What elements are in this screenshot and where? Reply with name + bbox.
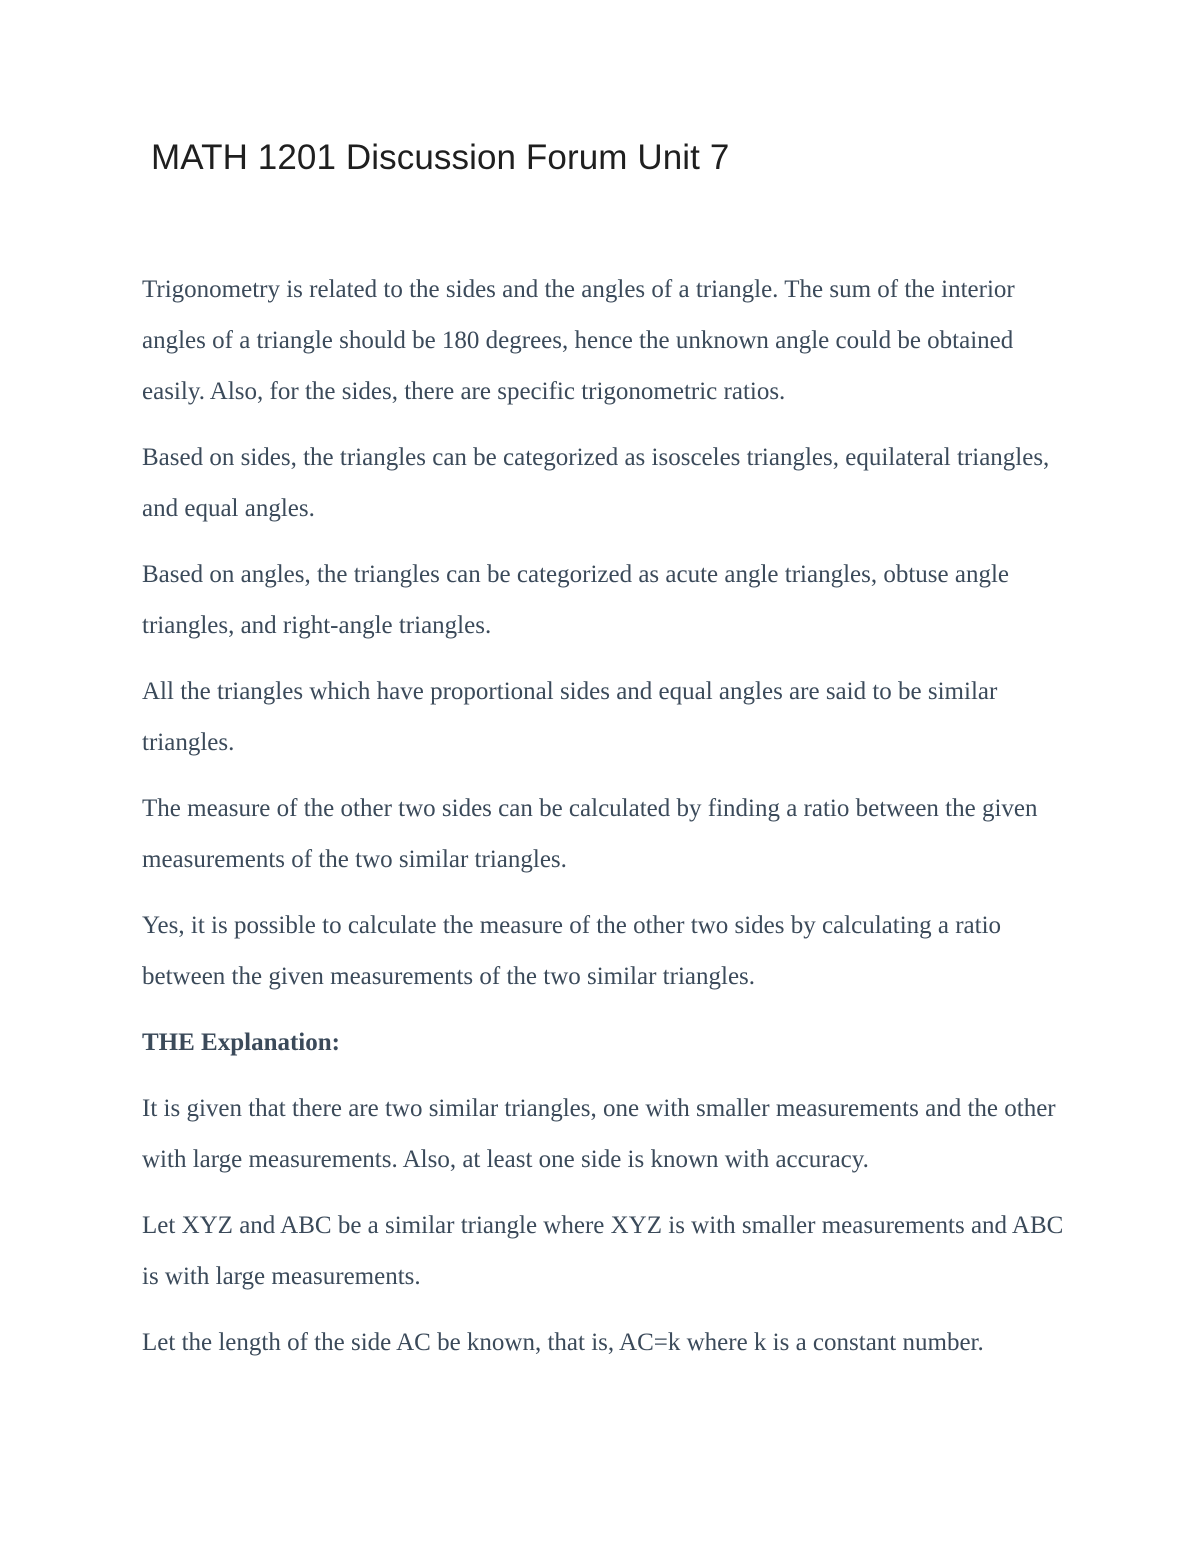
explanation-heading: THE Explanation: bbox=[142, 1029, 340, 1056]
paragraph-trigonometry-intro: Trigonometry is related to the sides and the angles of a triangle. The sum of the interior angles of a triangle should be 180 degrees, hence the unknown angle could be obtained easily. Also, for the sides, there are specific trigonometric ratios. bbox=[142, 276, 1015, 405]
paragraph-let-ac-known: Let the length of the side AC be known, that is, AC=k where k is a constant number. bbox=[142, 1329, 984, 1356]
paragraph-yes-possible: Yes, it is possible to calculate the measure of the other two sides by calculating a ratio between the given measurements of the two similar triangles. bbox=[142, 912, 1002, 990]
paragraph-based-on-angles: Based on angles, the triangles can be categorized as acute angle triangles, obtuse angle triangles, and right-angle triangles. bbox=[142, 561, 1010, 639]
paragraph-given-two-triangles: It is given that there are two similar triangles, one with smaller measurements and the other with large measurements. Also, at least one side is known with accuracy. bbox=[142, 1095, 1056, 1173]
paragraph-similar-triangles: All the triangles which have proportional sides and equal angles are said to be similar triangles. bbox=[142, 678, 998, 756]
document-body bbox=[142, 264, 1072, 1383]
document-title: MATH 1201 Discussion Forum Unit 7 bbox=[151, 138, 730, 177]
paragraph-let-xyz-abc: Let XYZ and ABC be a similar triangle where XYZ is with smaller measurements and ABC is with large measurements. bbox=[142, 1212, 1064, 1290]
paragraph-based-on-sides: Based on sides, the triangles can be categorized as isosceles triangles, equilateral triangles, and equal angles. bbox=[142, 444, 1050, 522]
paragraph-measure-other-sides: The measure of the other two sides can be calculated by finding a ratio between the given measurements of the two similar triangles. bbox=[142, 795, 1038, 873]
